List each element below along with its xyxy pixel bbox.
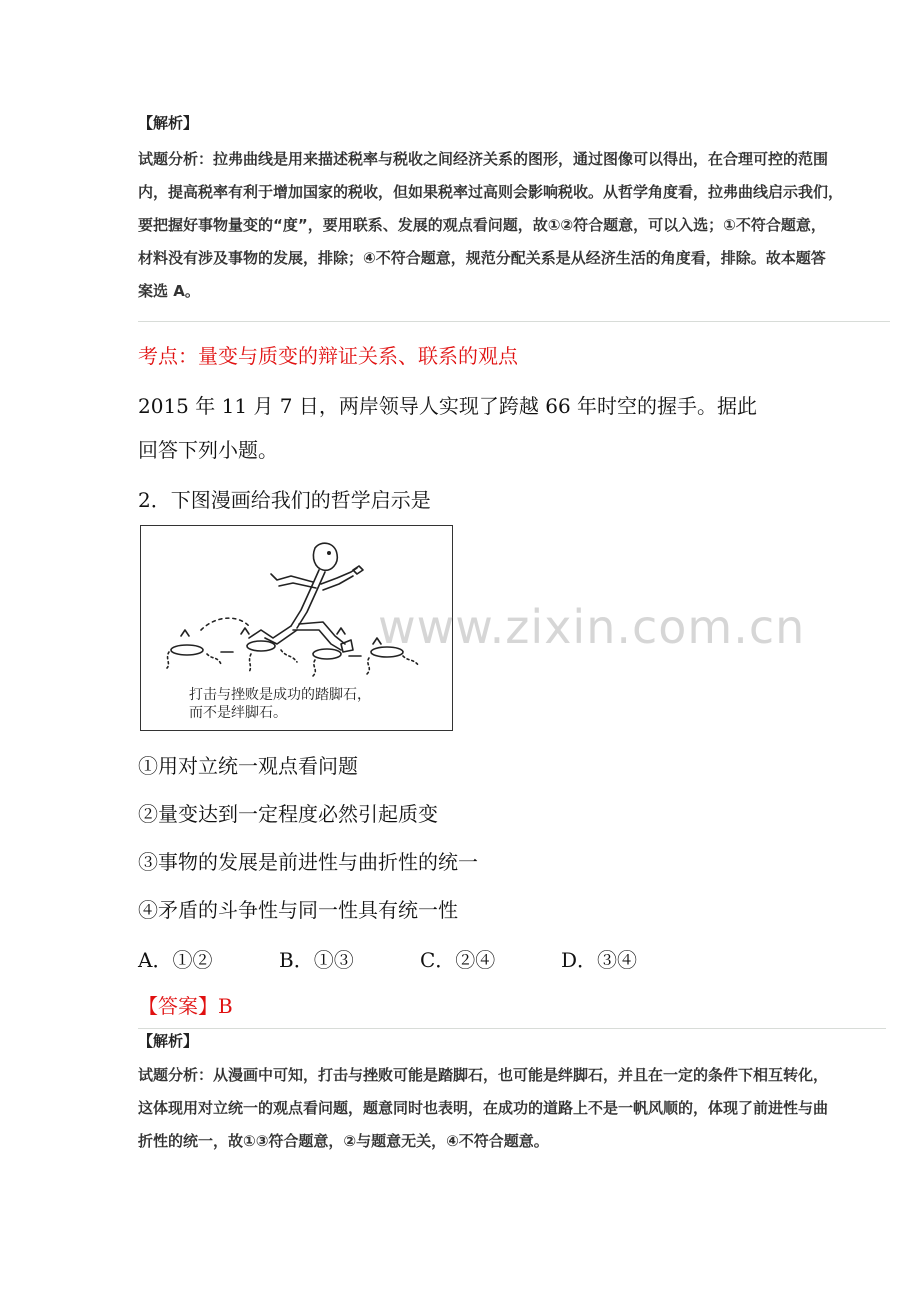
watermark: www.zixin.com.cn [378,600,806,654]
passage [138,384,798,472]
analysis-body [138,1059,890,1158]
analysis-line: 试题分析：拉弗曲线是用来描述税率与税收之间经济关系的图形，通过图像可以得出，在合理可控的范围 [138,150,829,168]
analysis-line: 折性的统一，故①③符合题意，②与题意无关，④不符合题意。 [138,1132,549,1150]
passage-line: 2015 年 11 月 7 日，两岸领导人实现了跨越 66 年时空的握手。据此 [138,394,758,418]
analysis-line: 这体现用对立统一的观点看问题，题意同时也表明，在成功的道路上不是一帆风顺的，体现了前进性与曲 [138,1099,829,1117]
analysis-line: 试题分析：从漫画中可知，打击与挫败可能是踏脚石，也可能是绊脚石，并且在一定的条件下相互转化， [138,1066,829,1084]
choice-a: A．①② [138,948,213,972]
analysis-block-1 [138,112,890,308]
divider [138,321,890,322]
cartoon-caption [189,686,371,722]
option-3: ③事物的发展是前进性与曲折性的统一 [138,850,478,874]
caption-line: 而不是绊脚石。 [189,705,287,721]
answer: 【答案】B [138,994,233,1018]
analysis-line: 材料没有涉及事物的发展，排除；④不符合题意，规范分配关系是从经济生活的角度看，排除。故本题答 [138,249,826,267]
choice-b: B．①③ [279,948,354,972]
analysis-line: 要把握好事物量变的“度”，要用联系、发展的观点看问题，故①②符合题意，可以入选；①不符合题意， [138,216,826,234]
answer-choices [138,944,637,973]
option-4: ④矛盾的斗争性与同一性具有统一性 [138,898,458,922]
analysis-body [138,143,890,308]
option-1: ①用对立统一观点看问题 [138,754,358,778]
analysis-block-2 [138,1030,890,1158]
analysis-line: 案选 A。 [138,282,200,300]
choice-d: D．③④ [561,948,638,972]
option-2: ②量变达到一定程度必然引起质变 [138,802,438,826]
question-stem: 2．下图漫画给我们的哲学启示是 [138,488,431,512]
analysis-line: 内，提高税率有利于增加国家的税收，但如果税率过高则会影响税收。从哲学角度看，拉弗曲线启示我们， [138,183,844,201]
analysis-heading: 【解析】 [138,1032,199,1050]
passage-line: 回答下列小题。 [138,438,278,462]
knowledge-point: 考点：量变与质变的辩证关系、联系的观点 [138,344,518,368]
analysis-heading: 【解析】 [138,114,199,132]
caption-line: 打击与挫败是成功的踏脚石， [189,687,371,703]
choice-c: C．②④ [420,948,496,972]
divider [138,1028,886,1029]
